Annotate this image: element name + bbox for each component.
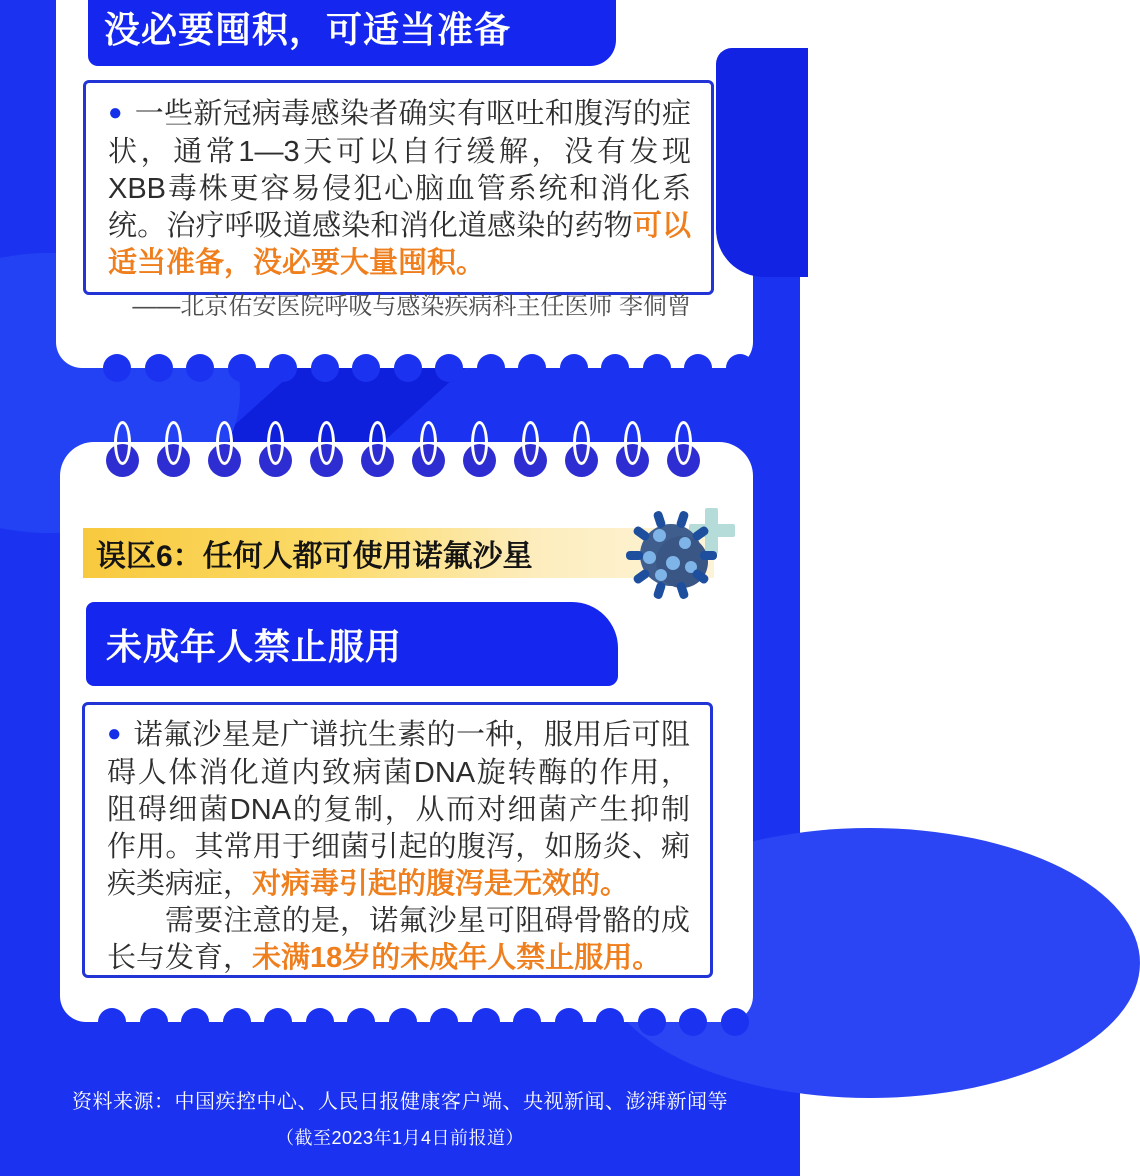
corner-blue-block bbox=[716, 48, 808, 277]
virus-spike bbox=[626, 551, 643, 560]
quote-card bbox=[82, 702, 713, 978]
torn-edge-bump bbox=[721, 1008, 749, 1036]
torn-edge-bump bbox=[555, 1008, 583, 1036]
footer-date-line: （截至2023年1月4日前报道） bbox=[275, 1128, 525, 1148]
torn-edge-bump bbox=[181, 1008, 209, 1036]
body-text: 一些新冠病毒感染者确实有呕吐和腹泻的症状，通常1—3天可以自行缓解，没有发现XBB毒株更容易侵犯心脑血管系统和消化系统。治疗呼吸道感染和消化道感染的药物 bbox=[108, 98, 691, 242]
notebook-page-section6 bbox=[60, 442, 753, 1022]
virus-dot bbox=[666, 556, 680, 570]
binder-ring-icon bbox=[471, 421, 488, 465]
body-text: 需要注意的是，诺氟沙星可阻碍骨骼的成长与发育， bbox=[107, 905, 690, 974]
binder-ring-icon bbox=[369, 421, 386, 465]
torn-edge-bump bbox=[435, 354, 463, 382]
torn-edge-bump bbox=[228, 354, 256, 382]
torn-edge-bump bbox=[264, 1008, 292, 1036]
section-title bbox=[86, 602, 618, 686]
torn-edge-bump bbox=[684, 354, 712, 382]
torn-edge-bump bbox=[306, 1008, 334, 1036]
torn-edge-bump bbox=[98, 1008, 126, 1036]
quote-paragraph bbox=[107, 903, 690, 977]
highlighted-text: 对病毒引起的腹泻是无效的。 bbox=[252, 868, 630, 900]
torn-edge-bump bbox=[145, 354, 173, 382]
torn-edge-bump bbox=[596, 1008, 624, 1036]
torn-edge-bump bbox=[472, 1008, 500, 1036]
torn-edge-bump bbox=[103, 354, 131, 382]
virus-spike bbox=[676, 510, 690, 529]
torn-edge-bump bbox=[726, 354, 754, 382]
torn-edge-bump bbox=[560, 354, 588, 382]
paragraph-text bbox=[107, 905, 690, 974]
torn-edge-bump bbox=[223, 1008, 251, 1036]
torn-edge-bump bbox=[140, 1008, 168, 1036]
myth-label-text: 误区6：任何人都可使用诺氟沙星 bbox=[96, 540, 533, 573]
virus-dot bbox=[653, 529, 666, 542]
myth-label-bar bbox=[83, 528, 714, 578]
virus-icon bbox=[640, 504, 758, 612]
body-text: 诺氟沙星是广谱抗生素的一种，服用后可阻碍人体消化道内致病菌DNA旋转酶的作用，阻碍细菌DNA的复制，从而对细菌产生抑制作用。其常用于细菌引起的腹泻，如肠炎、痢疾类病症， bbox=[107, 719, 690, 900]
highlighted-text: 未满18岁的未成年人禁止服用。 bbox=[252, 942, 662, 974]
torn-edge-bump bbox=[186, 354, 214, 382]
virus-dot bbox=[643, 551, 656, 564]
torn-edge-bump bbox=[352, 354, 380, 382]
binder-ring-icon bbox=[114, 421, 131, 465]
torn-edge-bump bbox=[643, 354, 671, 382]
bullet-icon: ● bbox=[107, 720, 122, 747]
virus-dot bbox=[655, 569, 667, 581]
virus-spike bbox=[653, 510, 667, 529]
torn-edge-bump bbox=[601, 354, 629, 382]
section-title-top bbox=[88, 0, 616, 66]
paragraph-text bbox=[108, 98, 691, 279]
torn-edge-bump bbox=[679, 1008, 707, 1036]
section-title-top-text: 没必要囤积，可适当准备 bbox=[104, 9, 512, 50]
torn-edge-bump bbox=[513, 1008, 541, 1036]
binder-ring-icon bbox=[522, 421, 539, 465]
binder-ring-icon bbox=[165, 421, 182, 465]
quote-attribution: ——北京佑安医院呼吸与感染疾病科主任医师 李侗曾 bbox=[132, 293, 691, 320]
torn-edge-bump bbox=[269, 354, 297, 382]
torn-edge-bump bbox=[430, 1008, 458, 1036]
torn-edge-bump bbox=[638, 1008, 666, 1036]
quote-paragraph bbox=[107, 717, 690, 903]
torn-edge-bump bbox=[311, 354, 339, 382]
paragraph-text bbox=[107, 719, 690, 900]
torn-edge-bump bbox=[477, 354, 505, 382]
torn-edge-bump bbox=[394, 354, 422, 382]
torn-edge-bump bbox=[389, 1008, 417, 1036]
highlighted-text: 可以适当准备，没必要大量囤积。 bbox=[108, 210, 691, 279]
footer-source-line: 资料来源：中国疾控中心、人民日报健康客户端、央视新闻、澎湃新闻等 bbox=[72, 1091, 728, 1113]
torn-edge-bump bbox=[518, 354, 546, 382]
virus-spike bbox=[653, 581, 667, 600]
binder-ring-icon bbox=[624, 421, 641, 465]
binder-ring-icon bbox=[675, 421, 692, 465]
quote-card-top bbox=[83, 80, 714, 320]
notebook-page-top bbox=[56, 0, 753, 368]
binder-ring-icon bbox=[318, 421, 335, 465]
binder-ring-icon bbox=[216, 421, 233, 465]
quote-paragraph bbox=[108, 96, 691, 282]
torn-edge-bump bbox=[347, 1008, 375, 1036]
bullet-icon: ● bbox=[108, 99, 123, 126]
binder-ring-icon bbox=[573, 421, 590, 465]
binder-ring-icon bbox=[267, 421, 284, 465]
page-corner-white bbox=[753, 0, 800, 49]
virus-spike bbox=[700, 551, 717, 560]
virus-dot bbox=[679, 537, 691, 549]
binder-ring-icon bbox=[420, 421, 437, 465]
section-title-text: 未成年人禁止服用 bbox=[106, 625, 403, 667]
